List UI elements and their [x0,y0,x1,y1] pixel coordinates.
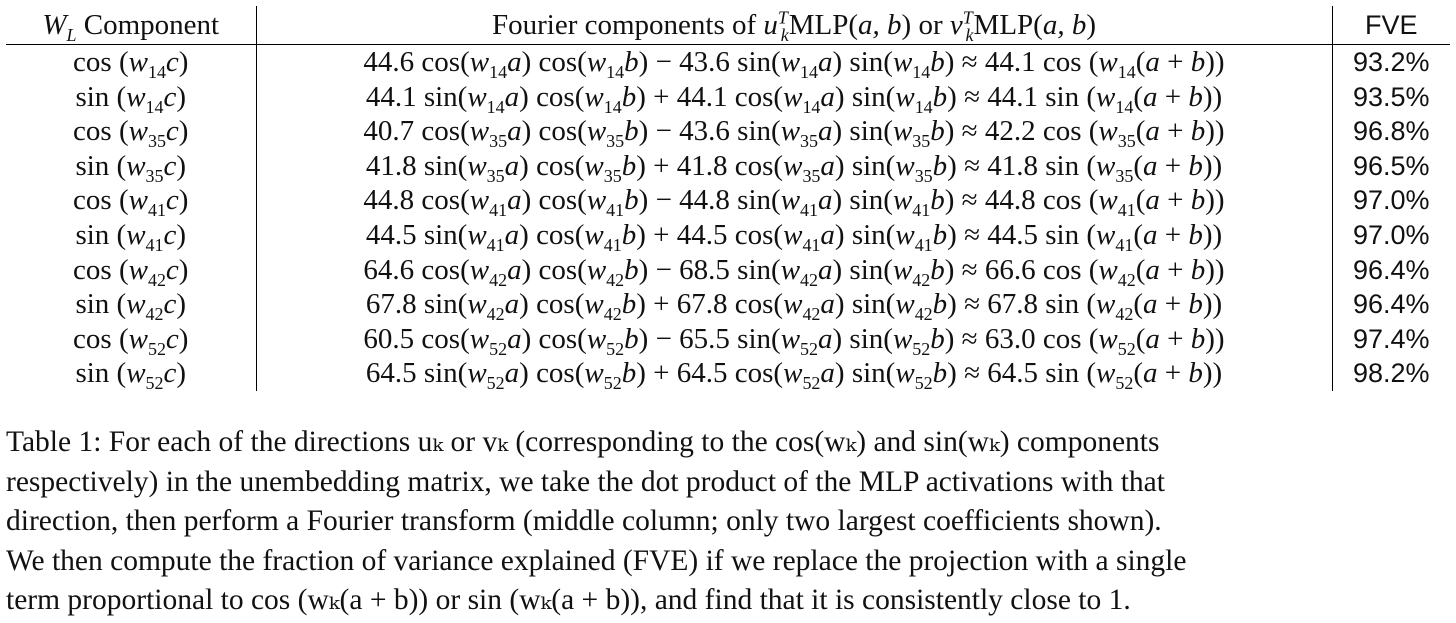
cell-component: $\cos (w_{42}c)$ [6,253,256,288]
cell-component: $\sin (w_{42}c)$ [6,287,256,322]
header-fourier-or: or [911,9,950,41]
header-fourier-args: a, b [858,9,902,41]
cell-fve: 96.5% [1352,150,1430,181]
header-component-sub: L [66,24,77,45]
cell-fourier: 64.5 $\sin(w_{52}a) \cos(w_{52}b) + 64.5$ $\cos(w_{52}a) \sin(w_{52}b) \approx 64.5$ $\sin (w_{52}(a + b))$ [256,356,1332,391]
cell-fourier: 44.6 $\cos(w_{14}a) \cos(w_{14}b) - 43.6$ $\sin(w_{14}a) \sin(w_{14}b) \approx 44.1$ $\cos (w_{14}(a + b))$ [256,45,1332,80]
header-fourier-close: ) [901,9,912,41]
cell-fve: 97.4% [1352,323,1430,354]
header-fourier-T: T [777,7,788,28]
cell-component: $\sin (w_{14}c)$ [6,80,256,115]
caption-line: respectively) in the unembedding matrix, we take the dot product of the MLP activations with that [6,465,1165,498]
header-fourier-k2: k [965,24,974,45]
header-component-letter: W [42,9,67,41]
cell-fve: 96.4% [1352,254,1430,285]
cell-fve: 98.2% [1352,358,1430,389]
cell-component: $\cos (w_{41}c)$ [6,183,256,218]
header-fourier-u: u [763,9,778,41]
cell-component: $\cos (w_{35}c)$ [6,114,256,149]
header-fourier-T2: T [962,7,973,28]
cell-fourier: 60.5 $\cos(w_{52}a) \cos(w_{52}b) - 65.5$ $\sin(w_{52}a) \sin(w_{52}b) \approx 63.0$ $\cos (w_{52}(a + b))$ [256,322,1332,357]
caption-line: We then compute the fraction of variance explained (FVE) if we replace the projection with a single [6,544,1187,577]
table-row [6,45,1450,80]
header-fourier-pre: Fourier components of [492,9,764,41]
header-fourier-close2: ) [1086,9,1096,41]
table-row [6,114,1450,149]
cell-fve: 93.2% [1352,47,1430,77]
caption-line: term proportional to cos (wₖ(a + b)) or sin (wₖ(a + b)), and find that it is consistently close to 1. [6,584,1131,616]
cell-fve: 97.0% [1352,185,1430,216]
cell-component: $\cos (w_{52}c)$ [6,322,256,357]
cell-fourier: 40.7 $\cos(w_{35}a) \cos(w_{35}b) - 43.6$ $\sin(w_{35}a) \sin(w_{35}b) \approx 42.2$ $\cos (w_{35}(a + b))$ [256,114,1332,149]
table-header-row [6,6,1450,45]
table-row [6,80,1450,115]
table-row [6,356,1450,391]
cell-component: $\sin (w_{52}c)$ [6,356,256,391]
header-fourier-v: v [949,9,963,41]
table-row [6,287,1450,322]
table-row [6,149,1450,184]
header-fourier-args2: a, b [1042,9,1087,41]
header-fourier [256,6,1332,45]
cell-component: $\sin (w_{41}c)$ [6,218,256,253]
cell-fourier: 41.8 $\sin(w_{35}a) \cos(w_{35}b) + 41.8$ $\cos(w_{35}a) \sin(w_{35}b) \approx 41.8$ $\sin (w_{35}(a + b))$ [256,149,1332,184]
cell-fourier: 44.5 $\sin(w_{41}a) \cos(w_{41}b) + 44.5$ $\cos(w_{41}a) \sin(w_{41}b) \approx 44.5$ $\sin (w_{41}(a + b))$ [256,218,1332,253]
table-caption [6,423,1450,621]
header-fve: FVE [1332,6,1450,45]
cell-fourier: 67.8 $\sin(w_{42}a) \cos(w_{42}b) + 67.8$ $\cos(w_{42}a) \sin(w_{42}b) \approx 67.8$ $\sin (w_{42}(a + b))$ [256,287,1332,322]
cell-fve: 97.0% [1352,219,1430,250]
caption-line: direction, then perform a Fourier transform (middle column; only two largest coefficients shown). [6,505,1162,537]
header-component [6,6,256,45]
results-table-container [6,6,1450,394]
cell-fourier: 44.1 $\sin(w_{14}a) \cos(w_{14}b) + 44.1$ $\cos(w_{14}a) \sin(w_{14}b) \approx 44.1$ $\sin (w_{14}(a + b))$ [256,80,1332,115]
header-fourier-mlp: MLP( [788,9,859,41]
table-row [6,322,1450,357]
cell-component: $\sin (w_{35}c)$ [6,149,256,184]
header-component-rest: Component [76,9,220,41]
table-row [6,183,1450,218]
cell-fve: 93.5% [1352,81,1430,112]
table-row [6,218,1450,253]
header-fourier-k: k [780,24,789,45]
cell-fve: 96.4% [1352,289,1430,320]
cell-fve: 96.8% [1352,116,1430,147]
cell-component: $\cos (w_{14}c)$ [6,45,256,80]
table-row [6,253,1450,288]
header-fourier-mlp2: MLP( [973,9,1043,41]
caption-line: Table 1: For each of the directions uₖ or vₖ (corresponding to the cos(wₖ) and sin(wₖ) components [6,426,1160,458]
cell-fourier: 64.6 $\cos(w_{42}a) \cos(w_{42}b) - 68.5$ $\sin(w_{42}a) \sin(w_{42}b) \approx 66.6$ $\cos (w_{42}(a + b))$ [256,253,1332,288]
table-body [6,45,1450,394]
fourier-fve-table [6,6,1450,394]
cell-fourier: 44.8 $\cos(w_{41}a) \cos(w_{41}b) - 44.8$ $\sin(w_{41}a) \sin(w_{41}b) \approx 44.8$ $\cos (w_{41}(a + b))$ [256,183,1332,218]
